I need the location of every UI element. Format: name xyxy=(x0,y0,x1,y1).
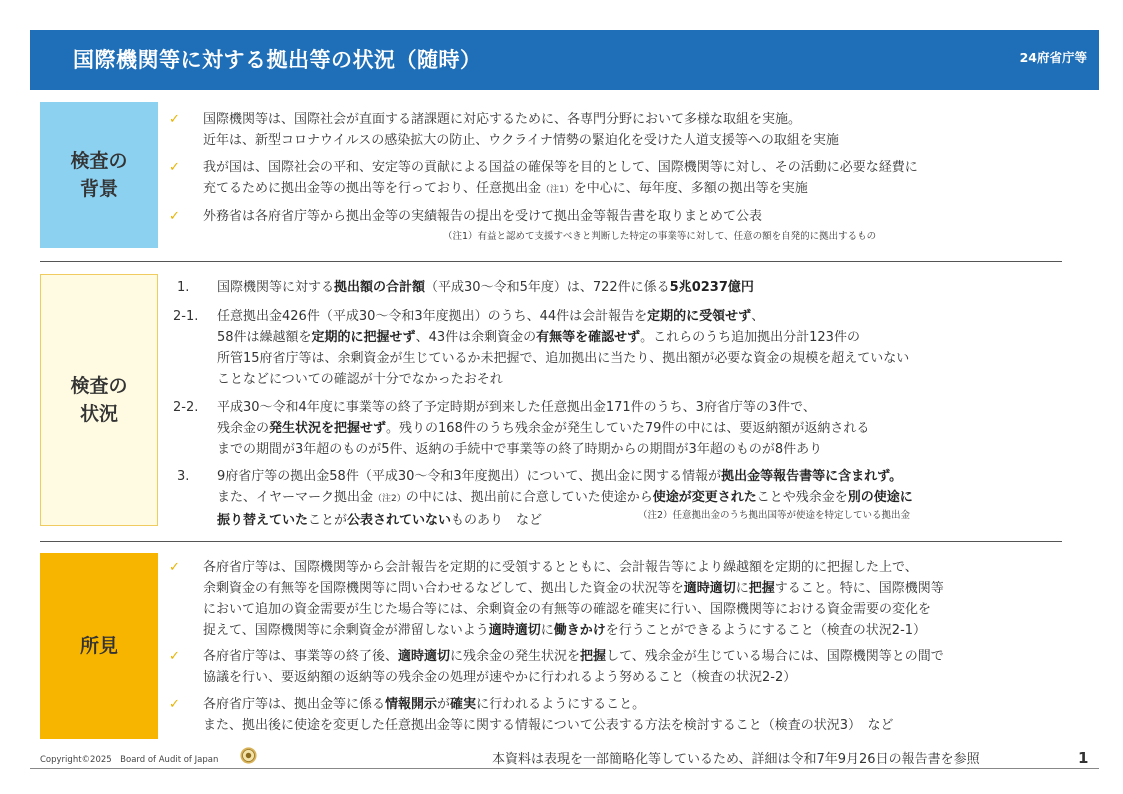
background-label-line2: 背景 xyxy=(79,178,118,200)
check-icon: ✓ xyxy=(169,209,180,224)
background-label-line1: 検査の xyxy=(70,150,128,172)
section-divider xyxy=(40,261,1062,262)
check-icon: ✓ xyxy=(169,160,180,175)
check-icon: ✓ xyxy=(169,649,180,664)
footer-divider xyxy=(30,768,1099,769)
findings-label-text: 所見 xyxy=(79,635,118,657)
finding-3: 各府省庁等は、拠出金等に係る情報開示が確実に行われるようにすること。 また、拠出後に使途を変更した任意拠出金等に関する情報について公表する方法を検討すること（検査の状況3） など xyxy=(203,697,894,733)
status-label-line2: 状況 xyxy=(79,403,118,425)
board-of-audit-logo-icon xyxy=(240,747,257,764)
scope-label: 24府省庁等 xyxy=(1019,50,1087,65)
page-title: 国際機関等に対する拠出等の状況（随時） xyxy=(73,48,482,72)
finding-1: 各府省庁等は、国際機関等から会計報告を定期的に受領するとともに、会計報告等により繰越額を定期的に把握した上で、 余剰資金の有無等を国際機関等に問い合わせるなどして、拠出した資金の状況等を適時適切に把握すること。特に、国際機関等 において追加の資金需要が生じた場合等には、余剰資金の有無等の確認を確実に行い、国際機関等における資金需要の変化を 捉えて、国際機関等に余剰資金が滞留しないよう適時適切に働きかけを行うことができるようにすること（検査の状況2-1） xyxy=(203,560,944,638)
item-number: 2-2. xyxy=(173,400,199,415)
copyright: Copyright©2025 Board of Audit of Japan xyxy=(40,755,219,765)
header-banner xyxy=(30,30,1099,90)
status-item-2-2: 平成30～令和4年度に事業等の終了予定時期が到来した任意拠出金171件のうち、3府省庁等の3件で、 残余金の発生状況を把握せず。残りの168件のうち残余金が発生していた79件の中には、要返納額が返納される までの期間が3年超のものが5件、返納の手続中で事業等の終了時期からの期間が3年超のものが8件あり xyxy=(217,400,870,457)
findings-label xyxy=(40,553,158,739)
status-item-2-1: 任意拠出金426件（平成30～令和3年度拠出）のうち、44件は会計報告を定期的に受領せず、 58件は繰越額を定期的に把握せず、43件は余剰資金の有無等を確認せず。これらのうち追加拠出分計123件の 所管15府省庁等は、余剰資金が生じているか未把握で、追加拠出に当たり、拠出額が必要な資金の規模を超えていない ことなどについての確認が十分でなかったおそれ xyxy=(217,309,910,387)
status-label xyxy=(40,274,158,526)
footnote-2: （注2）任意拠出金のうち拠出国等が使途を特定している拠出金 xyxy=(638,510,911,521)
page-number: 1 xyxy=(1078,749,1089,767)
finding-2: 各府省庁等は、事業等の終了後、適時適切に残余金の発生状況を把握して、残余金が生じている場合には、国際機関等との間で 協議を行い、要返納額の返納等の残余金の処理が速やかに行われるよう努めること（検査の状況2-2） xyxy=(203,649,944,685)
background-label xyxy=(40,102,158,248)
background-item-1: 国際機関等は、国際社会が直面する諸課題に対応するために、各専門分野において多様な取組を実施。 近年は、新型コロナウイルスの感染拡大の防止、ウクライナ情勢の緊迫化を受けた人道支援等への取組を実施 xyxy=(203,112,839,148)
check-icon: ✓ xyxy=(169,560,180,575)
status-item-3: 9府省庁等の拠出金58件（平成30～令和3年度拠出）について、拠出金に関する情報が拠出金等報告書等に含まれず。 また、イヤーマーク拠出金（注2）の中には、拠出前に合意していた使途から使途が変更されたことや残余金を別の使途に 振り替えていたことが公表されていないものあり など xyxy=(217,469,913,528)
item-number: 1. xyxy=(177,280,190,295)
check-icon: ✓ xyxy=(169,112,180,127)
background-item-2: 我が国は、国際社会の平和、安定等の貢献による国益の確保等を目的として、国際機関等に対し、その活動に必要な経費に 充てるために拠出金等の拠出等を行っており、任意拠出金（注1）を中心に、毎年度、多額の拠出等を実施 xyxy=(203,160,918,196)
item-number: 2-1. xyxy=(173,309,199,324)
footer-note: 本資料は表現を一部簡略化等しているため、詳細は令和7年9月26日の報告書を参照 xyxy=(492,752,980,767)
status-label-line1: 検査の xyxy=(70,375,128,397)
status-item-1: 国際機関等に対する拠出額の合計額（平成30～令和5年度）は、722件に係る5兆0237億円 xyxy=(217,280,754,295)
check-icon: ✓ xyxy=(169,697,180,712)
footnote-1: （注1）有益と認めて支援すべきと判断した特定の事業等に対して、任意の額を自発的に拠出するもの xyxy=(443,231,877,242)
section-divider xyxy=(40,541,1062,542)
item-number: 3. xyxy=(177,469,190,484)
background-item-3: 外務省は各府省庁等から拠出金等の実績報告の提出を受けて拠出金等報告書を取りまとめて公表 xyxy=(203,209,763,224)
